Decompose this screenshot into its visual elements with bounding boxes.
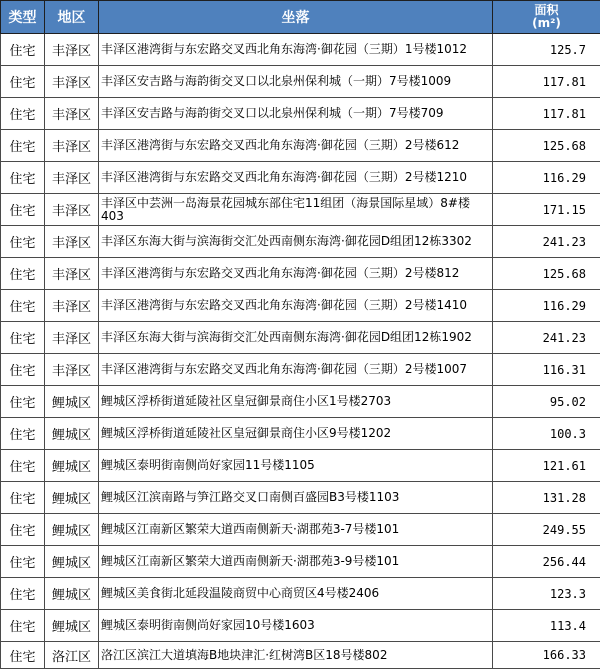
cell-address: 丰泽区港湾街与东宏路交叉西北角东海湾·御花园（三期）2号楼1210 — [99, 162, 493, 194]
cell-size: 131.28 — [493, 482, 600, 514]
cell-area: 鲤城区 — [45, 482, 99, 514]
table-row — [1, 194, 600, 226]
header-type: 类型 — [1, 1, 45, 34]
cell-size: 125.68 — [493, 258, 600, 290]
cell-area: 丰泽区 — [45, 258, 99, 290]
cell-address: 鲤城区江滨南路与笋江路交叉口南侧百盛园B3号楼1103 — [99, 482, 493, 514]
cell-area: 丰泽区 — [45, 98, 99, 130]
table-row — [1, 290, 600, 322]
table-row — [1, 386, 600, 418]
header-size-unit: (m²) — [493, 17, 600, 30]
header-address: 坐落 — [99, 1, 493, 34]
cell-size: 241.23 — [493, 226, 600, 258]
cell-address: 鲤城区美食街北延段温陵商贸中心商贸区4号楼2406 — [99, 578, 493, 610]
cell-type: 住宅 — [1, 322, 45, 354]
cell-size: 113.4 — [493, 610, 600, 642]
cell-area: 丰泽区 — [45, 226, 99, 258]
header-area: 地区 — [45, 1, 99, 34]
cell-size: 116.29 — [493, 290, 600, 322]
cell-size: 125.7 — [493, 34, 600, 66]
cell-address: 洛江区滨江大道填海B地块津汇·红树湾B区18号楼802 — [99, 642, 493, 669]
cell-type: 住宅 — [1, 578, 45, 610]
cell-address: 鲤城区浮桥街道延陵社区皇冠御景商住小区1号楼2703 — [99, 386, 493, 418]
cell-area: 丰泽区 — [45, 130, 99, 162]
cell-size: 117.81 — [493, 66, 600, 98]
cell-type: 住宅 — [1, 610, 45, 642]
cell-size: 116.29 — [493, 162, 600, 194]
cell-type: 住宅 — [1, 450, 45, 482]
cell-type: 住宅 — [1, 34, 45, 66]
table-row — [1, 354, 600, 386]
cell-area: 丰泽区 — [45, 194, 99, 226]
cell-size: 95.02 — [493, 386, 600, 418]
cell-address: 丰泽区港湾街与东宏路交叉西北角东海湾·御花园（三期）1号楼1012 — [99, 34, 493, 66]
cell-type: 住宅 — [1, 66, 45, 98]
cell-type: 住宅 — [1, 482, 45, 514]
cell-area: 丰泽区 — [45, 34, 99, 66]
cell-type: 住宅 — [1, 418, 45, 450]
cell-address: 鲤城区泰明街南侧尚好家园11号楼1105 — [99, 450, 493, 482]
cell-type: 住宅 — [1, 514, 45, 546]
cell-area: 丰泽区 — [45, 322, 99, 354]
cell-size: 100.3 — [493, 418, 600, 450]
table-row — [1, 514, 600, 546]
cell-type: 住宅 — [1, 354, 45, 386]
cell-address: 丰泽区港湾街与东宏路交叉西北角东海湾·御花园（三期）2号楼812 — [99, 258, 493, 290]
header-row — [1, 1, 600, 34]
cell-type: 住宅 — [1, 98, 45, 130]
cell-size: 123.3 — [493, 578, 600, 610]
header-size — [493, 1, 600, 34]
cell-address: 丰泽区中芸洲一岛海景花园城东部住宅11组团（海景国际星域）8#楼403 — [99, 194, 493, 226]
table-row — [1, 482, 600, 514]
cell-type: 住宅 — [1, 130, 45, 162]
cell-address: 鲤城区浮桥街道延陵社区皇冠御景商住小区9号楼1202 — [99, 418, 493, 450]
cell-type: 住宅 — [1, 226, 45, 258]
cell-area: 鲤城区 — [45, 546, 99, 578]
table-row — [1, 130, 600, 162]
table-row — [1, 226, 600, 258]
table-row — [1, 162, 600, 194]
table-row — [1, 322, 600, 354]
cell-size: 171.15 — [493, 194, 600, 226]
table-row — [1, 578, 600, 610]
cell-area: 丰泽区 — [45, 290, 99, 322]
cell-address: 鲤城区泰明街南侧尚好家园10号楼1603 — [99, 610, 493, 642]
cell-size: 116.31 — [493, 354, 600, 386]
cell-area: 鲤城区 — [45, 610, 99, 642]
table-row — [1, 546, 600, 578]
table-row — [1, 98, 600, 130]
table-row — [1, 450, 600, 482]
header-size-label: 面积 — [493, 4, 600, 17]
cell-address: 丰泽区东海大街与滨海街交汇处西南侧东海湾·御花园D组团12栋3302 — [99, 226, 493, 258]
table-row — [1, 66, 600, 98]
cell-type: 住宅 — [1, 162, 45, 194]
cell-area: 鲤城区 — [45, 418, 99, 450]
cell-size: 117.81 — [493, 98, 600, 130]
cell-size: 125.68 — [493, 130, 600, 162]
cell-address: 丰泽区安吉路与海韵街交叉口以北泉州保利城（一期）7号楼709 — [99, 98, 493, 130]
cell-size: 121.61 — [493, 450, 600, 482]
cell-address: 丰泽区港湾街与东宏路交叉西北角东海湾·御花园（三期）2号楼1007 — [99, 354, 493, 386]
cell-type: 住宅 — [1, 386, 45, 418]
cell-size: 249.55 — [493, 514, 600, 546]
table-row — [1, 34, 600, 66]
cell-type: 住宅 — [1, 642, 45, 669]
cell-area: 丰泽区 — [45, 66, 99, 98]
cell-address: 鲤城区江南新区繁荣大道西南侧新天·湖郡苑3-7号楼101 — [99, 514, 493, 546]
cell-type: 住宅 — [1, 546, 45, 578]
cell-size: 256.44 — [493, 546, 600, 578]
cell-size: 166.33 — [493, 642, 600, 669]
cell-type: 住宅 — [1, 290, 45, 322]
cell-area: 鲤城区 — [45, 578, 99, 610]
cell-area: 鲤城区 — [45, 386, 99, 418]
cell-area: 鲤城区 — [45, 514, 99, 546]
table-row — [1, 418, 600, 450]
cell-area: 鲤城区 — [45, 450, 99, 482]
cell-area: 丰泽区 — [45, 162, 99, 194]
cell-address: 丰泽区港湾街与东宏路交叉西北角东海湾·御花园（三期）2号楼1410 — [99, 290, 493, 322]
table-row — [1, 642, 600, 669]
table-row — [1, 258, 600, 290]
cell-address: 丰泽区港湾街与东宏路交叉西北角东海湾·御花园（三期）2号楼612 — [99, 130, 493, 162]
cell-address: 丰泽区安吉路与海韵街交叉口以北泉州保利城（一期）7号楼1009 — [99, 66, 493, 98]
table-row — [1, 610, 600, 642]
cell-area: 洛江区 — [45, 642, 99, 669]
cell-type: 住宅 — [1, 194, 45, 226]
cell-address: 丰泽区东海大街与滨海街交汇处西南侧东海湾·御花园D组团12栋1902 — [99, 322, 493, 354]
cell-size: 241.23 — [493, 322, 600, 354]
cell-area: 丰泽区 — [45, 354, 99, 386]
cell-address: 鲤城区江南新区繁荣大道西南侧新天·湖郡苑3-9号楼101 — [99, 546, 493, 578]
cell-type: 住宅 — [1, 258, 45, 290]
